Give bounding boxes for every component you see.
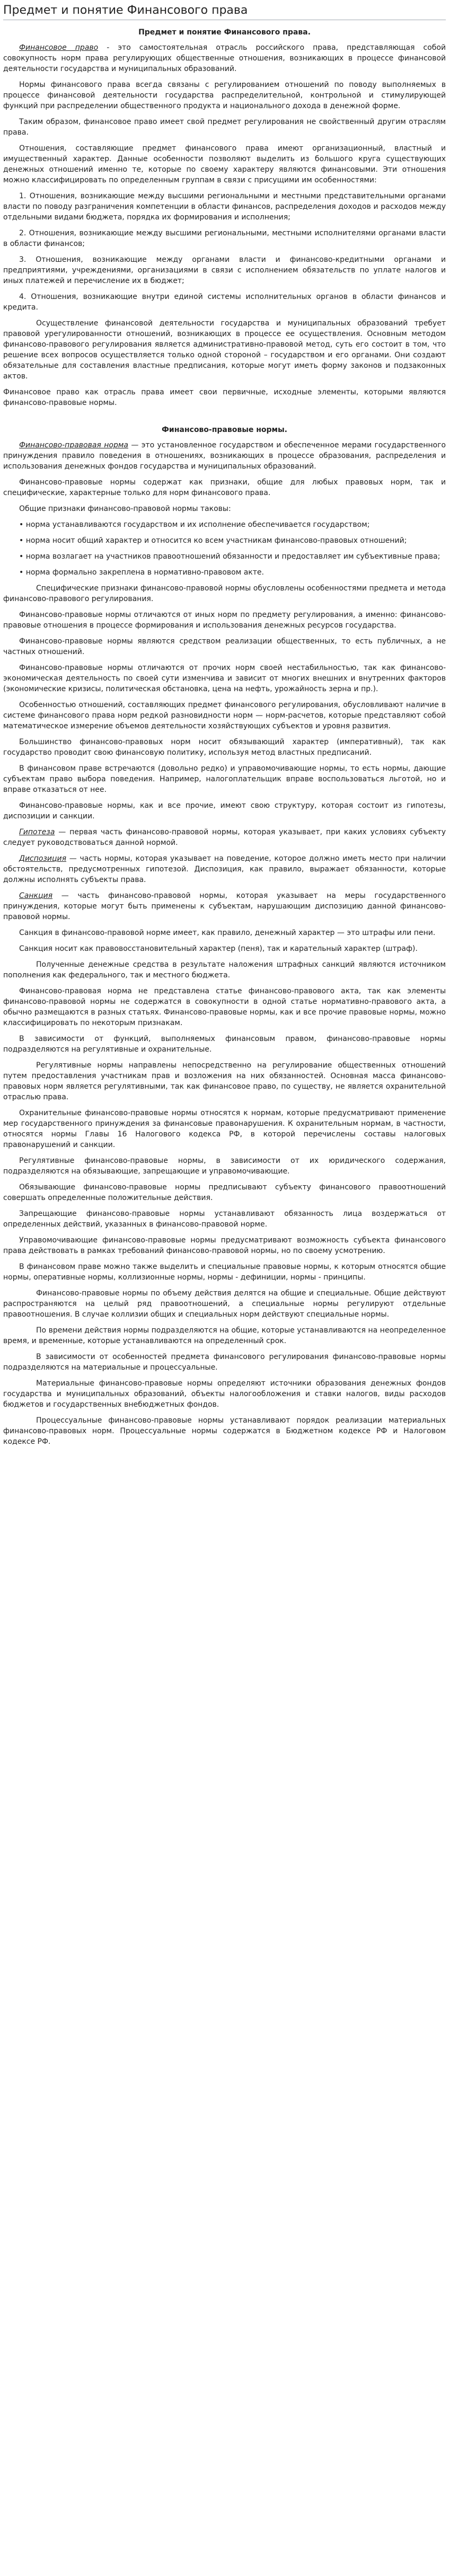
paragraph: Нормы финансового права всегда связаны с регулированием отношений по поводу выполняемых в процессе финансовой деятельности государства распределительной, контрольной и стимулирующей функций при распределении общественного продукта и национального дохода в денежной форме.: [3, 81, 446, 110]
paragraph: Финансово-правовая норма не представлена статье финансово-правового акта, так как элементы финансово-правовой нормы не содержатся в совокупности в одной статье нормативно-правового акта, а обычно размещаются в разных статьях. Финансово-правовые нормы, как и все прочие правовые нормы, можно классифицировать по некоторым признакам.: [3, 987, 446, 1027]
list-item: 4. Отношения, возникающие внутри единой системы исполнительных органов в области финансов и кредита.: [3, 293, 446, 312]
paragraph: Большинство финансово-правовых норм носит обязывающий характер (императивный), так как государство проводит свою финансовую политику, используя метод властных предписаний.: [3, 738, 446, 757]
paragraph: Общие признаки финансово-правовой нормы таковы:: [19, 505, 231, 513]
paragraph: Регулятивные нормы направлены непосредственно на регулирование общественных отношений путем предоставления участникам прав и возложения на них обязанностей. Основная масса финансово-правовых норм является регулятивными, так как финансовое право, по существу, не является охранительной отраслью права.: [3, 1061, 446, 1101]
paragraph: Регулятивные финансово-правовые нормы, в зависимости от их юридического содержания, подразделяются на обязывающие, запрещающие и управомочивающие.: [3, 1157, 446, 1176]
bullet-item: • норма возлагает на участников правоотношений обязанности и предоставляет им субъективные права;: [19, 552, 441, 561]
section-subject-and-concept: [3, 28, 446, 408]
paragraph-text: — первая часть финансово-правовой нормы, которая указывает, при каких условиях субъекту следует руководствоваться данной нормой.: [3, 828, 446, 847]
paragraph-disposition: [3, 853, 446, 885]
paragraph-definition: [3, 440, 446, 472]
defined-term: Финансово-правовая норма: [19, 441, 128, 449]
list-item: 3. Отношения, возникающие между органами власти и финансово-кредитными органами и предприятиями, учреждениями, организациями в связи с исполнением обязательств по уплате налогов и иных платежей и перечисление их в бюджет;: [3, 255, 446, 285]
paragraph: Управомочивающие финансово-правовые нормы предусматривают возможность субъекта финансового права действовать в рамках требований финансово-правовой нормы, но по своему усмотрению.: [3, 1236, 446, 1255]
section-legal-norms: [3, 425, 446, 1447]
paragraph: Финансово-правовые нормы отличаются от прочих норм своей нестабильностью, так как финансово-экономическая деятельность по своей сути изменчива и зависит от многих внешних и внутренних факторов (экономические кризисы, политическая обстановка, цена на нефть, урожайность зерна и пр.).: [3, 664, 446, 693]
paragraph: Процессуальные финансово-правовые нормы устанавливают порядок реализации материальных финансово-правовых норм. Процессуальные нормы содержатся в Бюджетном кодексе РФ и Налоговом кодексе РФ.: [3, 1416, 446, 1446]
paragraph: Финансово-правовые нормы содержат как признаки, общие для любых правовых норм, так и специфические, характерные только для норм финансового права.: [3, 478, 446, 497]
paragraph: Санкция носит как правовосстановительный характер (пеня), так и карательный характер (штраф).: [19, 945, 418, 953]
paragraph-hypothesis: [3, 827, 446, 848]
paragraph: Осуществление финансовой деятельности государства и муниципальных образований требует правовой урегулированности отношений, возникающих в процессе ее осуществления. Основным методом финансово-правового регулирования является административно-правовой метод, суть его состоит в том, что решение всех вопросов осуществляется только одной стороной – государством и его органами. Они создают обязательные для составления властные предписания, которые могут иметь форму законов и подзаконных актов.: [3, 319, 446, 381]
paragraph-text: — часть нормы, которая указывает на поведение, которое должно иметь место при наличии обстоятельств, предусмотренных гипотезой. Диспозиция, как правило, выражает обязанности, которые должны исполнять субъекты права.: [3, 854, 446, 884]
section-heading: Финансово-правовые нормы.: [162, 426, 287, 434]
paragraph-text: - это самостоятельная отрасль российского права, представляющая собой совокупность норм права регулирующих общественные отношения, возникающих в процессе финансовой деятельности государства и муниципальных образований.: [3, 43, 446, 73]
paragraph: Специфические признаки финансово-правовой нормы обусловлены особенностями предмета и метода финансово-правового регулирования.: [3, 584, 446, 603]
paragraph: Таким образом, финансовое право имеет свой предмет регулирования не свойственный другим отраслям права.: [3, 118, 446, 137]
defined-term: Финансовое право: [19, 43, 99, 52]
paragraph-text: — это установленное государством и обеспеченное мерами государственного принуждения правило поведения в отношениях, возникающих в процессе образования, распределения и использования денежных фондов государства и муниципальных образований.: [3, 441, 446, 471]
section-spacer: [3, 413, 446, 425]
paragraph: Полученные денежные средства в результате наложения штрафных санкций являются источником пополнения как федерального, так и местного бюджета.: [3, 960, 446, 980]
bullet-item: • норма устанавливаются государством и их исполнение обеспечивается государством;: [19, 521, 370, 529]
paragraph: Санкция в финансово-правовой норме имеет, как правило, денежный характер — это штрафы или пени.: [19, 929, 436, 937]
paragraph: Особенностью отношений, составляющих предмет финансового регулирования, обусловливают наличие в системе финансового права норм редкой разновидности норм — норм-расчетов, которые представляют собой математическое измерение объемов деятельности хозяйствующих субъектов и уровня развития.: [3, 701, 446, 730]
paragraph-definition: [3, 42, 446, 74]
paragraph: В финансовом праве можно также выделить и специальные правовые нормы, к которым относятся общие нормы, оперативные нормы, коллизионные нормы, нормы - дефиниции, нормы - принципы.: [3, 1263, 446, 1282]
paragraph: Охранительные финансово-правовые нормы относятся к нормам, которые предусматривают применение мер государственного принуждения за финансовые правонарушения. К охранительным нормам, в частности, относятся нормы Главы 16 Налогового кодекса РФ, в которой перечислены составы налоговых правонарушений и санкции.: [3, 1109, 446, 1149]
paragraph: Отношения, составляющие предмет финансового права имеют организационный, властный и имущественный характер. Данные особенности позволяют выделить из большого круга существующих денежных отношений именно те, которые по своему характеру являются финансовыми. Эти отношения можно классифицировать по определенным группам в связи с присущими им особенностями:: [3, 144, 446, 184]
paragraph: Материальные финансово-правовые нормы определяют источники образования денежных фондов государства и муниципальных образований, объекты налогообложения и ставки налогов, виды расходов бюджетов и государственных внебюджетных фондов.: [3, 1379, 446, 1409]
paragraph: Финансово-правовые нормы по объему действия делятся на общие и специальные. Общие действуют распространяются на целый ряд правоотношений, а специальные нормы регулируют отдельные правоотношения. В случае коллизии общих и специальных норм действуют специальные нормы.: [3, 1289, 446, 1319]
paragraph: Обязывающие финансово-правовые нормы предписывают субъекту финансового правоотношений совершать определенные положительные действия.: [3, 1183, 446, 1202]
defined-term: Гипотеза: [19, 828, 55, 836]
list-item: 2. Отношения, возникающие между высшими региональными, местными исполнителями органами власти в области финансов;: [3, 229, 446, 248]
section-heading: Предмет и понятие Финансового права.: [138, 28, 311, 37]
list-item: 1. Отношения, возникающие между высшими региональными и местными представительными органами власти по поводу разграничения компетенции в области финансов, распределения доходов и расходов между отдельными видами бюджета, порядка их формирования и исполнения;: [3, 192, 446, 222]
document: [0, 3, 449, 1447]
paragraph: Финансово-правовые нормы являются средством реализации общественных, то есть публичных, а не частных отношений.: [3, 637, 446, 656]
defined-term: Санкция: [19, 892, 53, 900]
page-title: Предмет и понятие Финансового права: [3, 4, 248, 17]
paragraph: Финансовое право как отрасль права имеет свои первичные, исходные элементы, которыми являются финансово-правовые нормы.: [3, 388, 446, 407]
paragraph-text: — часть финансово-правовой нормы, которая указывает на меры государственного принуждения, которые могут быть применены к субъектам, нарушающим диспозицию данной финансово-правовой нормы.: [3, 892, 446, 921]
paragraph: В зависимости от функций, выполняемых финансовым правом, финансово-правовые нормы подразделяются на регулятивные и охранительные.: [3, 1035, 446, 1054]
paragraph: Финансово-правовые нормы отличаются от иных норм по предмету регулирования, а именно: финансово-правовые отношения в процессе формирования и использования денежных ресурсов государства.: [3, 611, 446, 630]
paragraph: В зависимости от особенностей предмета финансового регулирования финансово-правовые нормы подразделяются на материальные и процессуальные.: [3, 1353, 446, 1372]
defined-term: Диспозиция: [19, 854, 67, 863]
paragraph: По времени действия нормы подразделяются на общие, которые устанавливаются на неопределенное время, и временные, которые устанавливаются на определенный срок.: [3, 1326, 446, 1345]
paragraph-sanction: [3, 890, 446, 922]
paragraph: Финансово-правовые нормы, как и все прочие, имеют свою структуру, которая состоит из гипотезы, диспозиции и санкции.: [3, 801, 446, 821]
bullet-item: • норма носит общий характер и относится ко всем участникам финансово-правовых отношений;: [19, 536, 407, 545]
bullet-item: • норма формально закреплена в нормативно-правовом акте.: [19, 568, 264, 577]
paragraph: В финансовом праве встречаются (довольно редко) и управомочивающие нормы, то есть нормы, дающие субъектам право выбора поведения. Например, налогоплательщик вправе воспользоваться льготой, но и вправе отказаться от нее.: [3, 764, 446, 794]
paragraph: Запрещающие финансово-правовые нормы устанавливают обязанность лица воздержаться от определенных действий, указанных в финансово-правовой норме.: [3, 1210, 446, 1229]
